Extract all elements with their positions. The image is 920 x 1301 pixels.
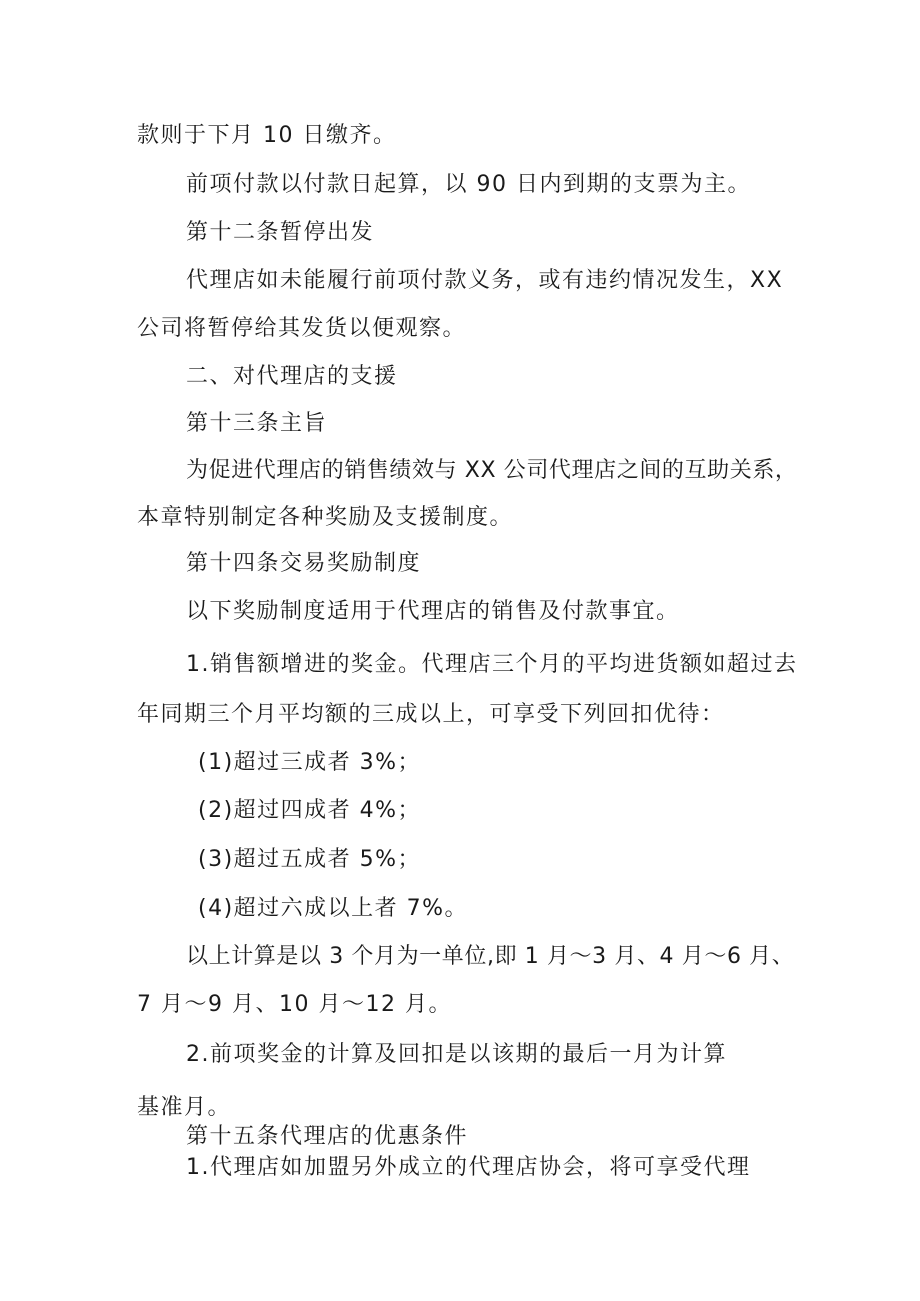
sub-list-item: (1)超过三成者 3%； xyxy=(198,750,422,775)
list-item: 1.销售额增进的奖金。代理店三个月的平均进货额如超过去 xyxy=(186,652,798,677)
section-heading: 第十四条交易奖励制度 xyxy=(186,551,422,576)
chapter-heading: 二、对代理店的支援 xyxy=(186,364,398,389)
text-line: 以下奖励制度适用于代理店的销售及付款事宜。 xyxy=(186,599,680,624)
list-item: 1.代理店如加盟另外成立的代理店协会，将可享受代理 xyxy=(186,1155,751,1180)
text-line: 年同期三个月平均额的三成以上，可享受下列回扣优待： xyxy=(137,702,725,727)
text-line: 为促进代理店的销售绩效与 XX 公司代理店之间的互助关系， xyxy=(186,458,798,483)
text-line: 代理店如未能履行前项付款义务，或有违约情况发生，XX xyxy=(186,268,784,293)
text-line: 7 月～9 月、10 月～12 月。 xyxy=(137,992,452,1017)
text-line: 款则于下月 10 日缴齐。 xyxy=(137,123,397,148)
text-line: 基准月。 xyxy=(137,1095,232,1120)
text-line: 公司将暂停给其发货以便观察。 xyxy=(137,316,467,341)
section-heading: 第十三条主旨 xyxy=(186,411,328,436)
sub-list-item: (4)超过六成以上者 7%。 xyxy=(198,896,469,921)
text-line: 前项付款以付款日起算，以 90 日内到期的支票为主。 xyxy=(186,172,751,197)
sub-list-item: (3)超过五成者 5%； xyxy=(198,847,422,872)
sub-list-item: (2)超过四成者 4%； xyxy=(198,798,422,823)
section-heading: 第十五条代理店的优惠条件 xyxy=(186,1124,469,1149)
section-heading: 第十二条暂停出发 xyxy=(186,220,375,245)
text-line: 本章特别制定各种奖励及支援制度。 xyxy=(137,505,514,530)
list-item: 2.前项奖金的计算及回扣是以该期的最后一月为计算 xyxy=(186,1042,727,1067)
text-line: 以上计算是以 3 个月为一单位,即 1 月～3 月、4 月～6 月、 xyxy=(186,944,795,969)
